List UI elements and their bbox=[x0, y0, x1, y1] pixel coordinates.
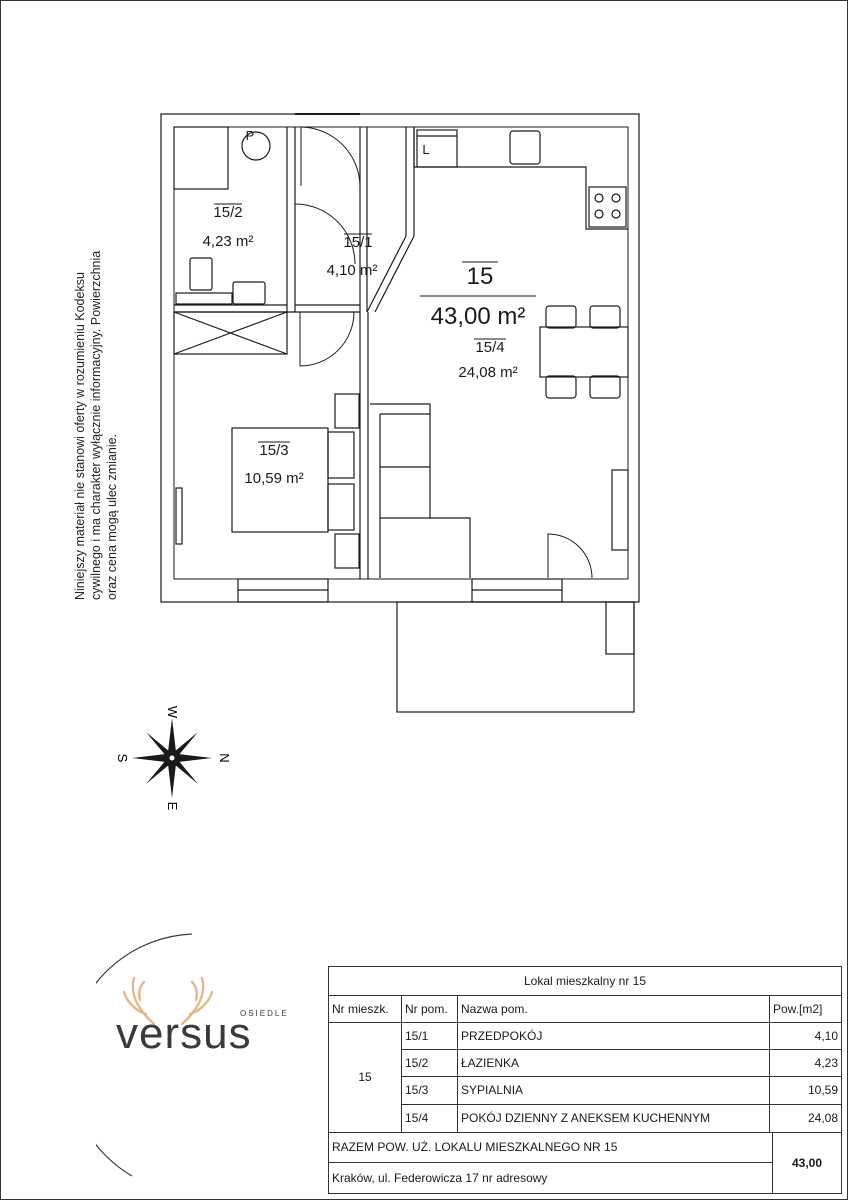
logo-main-text: versus bbox=[116, 1009, 252, 1058]
balcony bbox=[397, 602, 634, 712]
compass-west: W bbox=[165, 705, 180, 719]
fridge-label: L bbox=[422, 142, 430, 157]
apartment-total-area: 43,00 m² bbox=[430, 303, 526, 330]
dining-table bbox=[540, 327, 628, 377]
boiler-label: P bbox=[245, 128, 255, 143]
table-total-row: RAZEM POW. UŻ. LOKALU MIESZKALNEGO NR 15 bbox=[329, 1132, 773, 1163]
room-area-table bbox=[328, 966, 842, 1194]
table-row: 15/3 SYPIALNIA 10,59 bbox=[401, 1076, 841, 1105]
room-15-3-id: 15/3 bbox=[259, 442, 289, 459]
room-15-2-id: 15/2 bbox=[213, 204, 243, 221]
sofa bbox=[370, 404, 470, 578]
room-15-1-id: 15/1 bbox=[343, 234, 373, 251]
sink bbox=[510, 131, 540, 164]
table-row: 15/4 POKÓJ DZIENNY Z ANEKSEM KUCHENNYM 24,08 bbox=[401, 1104, 841, 1133]
compass-north: N bbox=[217, 753, 232, 763]
total-area-value: 43,00 bbox=[772, 1132, 841, 1193]
disclaimer-text: Niniejszy materiał nie stanowi oferty w rozumieniu Kodeksu cywilnego i ma charakter wyłącznie informacyjny. Powierzchnia oraz cena mogą ulec zmianie. bbox=[73, 250, 119, 600]
apartment-no-cell: 15 bbox=[329, 1022, 401, 1133]
table-row: 15/1 PRZEDPOKÓJ 4,10 bbox=[401, 1022, 841, 1050]
room-15-3-area: 10,59 m² bbox=[244, 470, 304, 487]
room-15-2-area: 4,23 m² bbox=[202, 233, 254, 250]
room-15-1-area: 4,10 m² bbox=[326, 262, 378, 279]
table-row: 15/2 ŁAZIENKA 4,23 bbox=[401, 1049, 841, 1077]
table-title-row bbox=[329, 967, 841, 996]
apartment-number: 15 bbox=[466, 263, 494, 290]
outer-wall-outline bbox=[161, 114, 639, 602]
compass-east: E bbox=[165, 801, 180, 811]
table-title: Lokal mieszkalny nr 15 bbox=[523, 974, 647, 988]
compass-rose bbox=[115, 706, 232, 811]
versus-logo bbox=[96, 926, 316, 1196]
room-15-4-id: 15/4 bbox=[475, 339, 505, 356]
logo-small-text: OSIEDLE bbox=[240, 1009, 289, 1018]
shower bbox=[174, 127, 228, 189]
address: Kraków, ul. Federowicza 17 nr adresowy bbox=[332, 1171, 548, 1185]
room-15-4-area: 24,08 m² bbox=[458, 364, 518, 381]
table-header-row: Nr mieszk. Nr pom. Nazwa pom. Pow.[m2] bbox=[329, 995, 841, 1023]
compass-south: S bbox=[115, 753, 130, 763]
inner-wall-outline bbox=[174, 127, 628, 579]
